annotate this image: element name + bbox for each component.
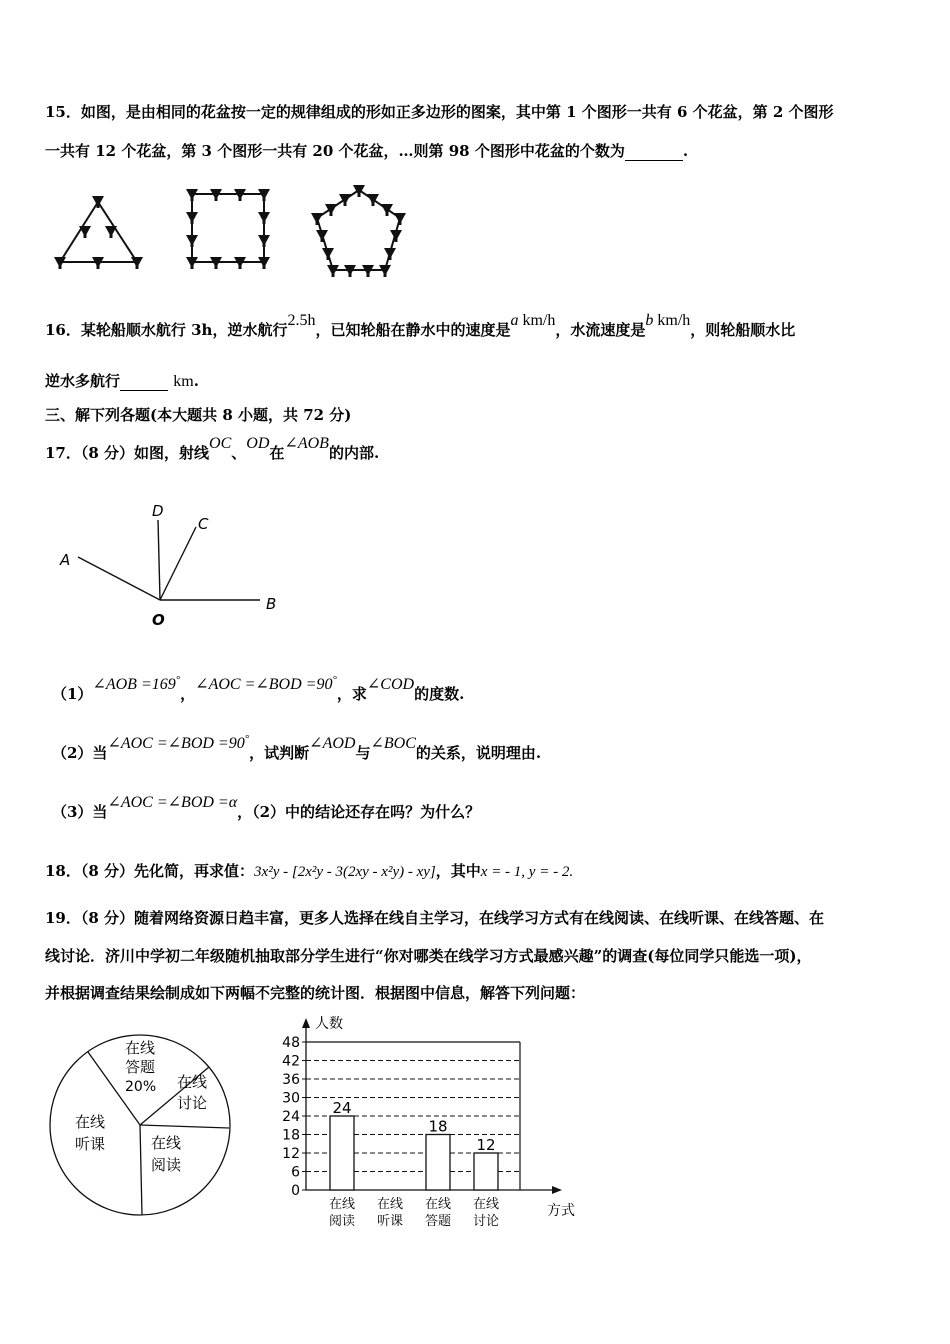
- q17-math-aob: ∠AOB: [284, 435, 329, 452]
- q16-math-speed-a: [510, 312, 555, 329]
- x-category-label-3-line1: 在线: [472, 1197, 500, 1212]
- q16-part4: ，则轮船顺水比: [690, 321, 796, 339]
- q17-sub2-math2: ∠AOD: [309, 735, 356, 752]
- q17-sub3: [52, 794, 481, 822]
- label-d: D: [152, 502, 164, 520]
- q17-math-oc: OC: [209, 435, 232, 452]
- bar-0: [330, 1116, 354, 1190]
- q17-sub2-and: 与: [355, 744, 371, 762]
- y-tick-label-30: 30: [282, 1090, 300, 1107]
- ray-oc: [160, 527, 196, 600]
- q16-line2-unit: km: [173, 373, 194, 390]
- q17-sub1-comma2: ，求: [336, 685, 367, 703]
- q17-line1: [45, 435, 380, 463]
- q16-line1: [45, 312, 796, 340]
- q16-var-a: a: [510, 312, 519, 329]
- q16-line2-text: 逆水多航行: [45, 372, 121, 390]
- q18-expression: 3x²y - [2x²y - 3(2xy - x²y) - xy]: [254, 864, 436, 880]
- q17-sub1-math2-text: ∠AOC =∠BOD =90: [195, 676, 333, 693]
- label-b: B: [266, 595, 277, 613]
- q19-line2: 线讨论．济川中学初二年级随机抽取部分学生进行“你对哪类在线学习方式最感兴趣”的调查(每位同学只能选一项)，: [45, 947, 812, 965]
- triangle-pots: [54, 196, 143, 269]
- bar-value-label-2: 18: [428, 1117, 448, 1136]
- q15-line2-text: 一共有 12 个花盆，第 3 个图形一共有 20 个花盆，…则第 98 个图形中花盆的个数为: [45, 142, 625, 160]
- q17-part3: 的内部.: [328, 444, 380, 462]
- label-c: C: [198, 515, 209, 533]
- q17-sub3-label: （3）当: [52, 803, 108, 821]
- angle-figure: [50, 495, 310, 645]
- pie-label-tingke-2: 听课: [75, 1135, 106, 1153]
- pentagon-pots: [311, 185, 406, 277]
- q17-sub1-deg2: °: [332, 674, 337, 686]
- q17-part1: 17．（8 分）如图，射线: [45, 444, 210, 462]
- q17-sub3-end: ，（2）中的结论还存在吗？为什么？: [237, 803, 481, 821]
- x-category-label-3-line2: 讨论: [472, 1214, 500, 1229]
- y-tick-label-42: 42: [282, 1053, 300, 1070]
- label-o: O: [152, 611, 165, 629]
- y-tick-label-0: 0: [291, 1183, 300, 1199]
- q16-var-b: b: [645, 312, 654, 329]
- square-pots: [186, 189, 270, 269]
- q17-sub2: [52, 733, 542, 763]
- q17-sub1-deg1: °: [175, 674, 181, 686]
- q17-sub1-math1: [92, 676, 180, 693]
- q17-math-od: OD: [246, 435, 270, 452]
- pie-label-taolun-1: 在线: [177, 1073, 208, 1091]
- y-axis-arrow: [302, 1018, 310, 1028]
- q17-sub2-comma1: ，试判断: [249, 744, 310, 762]
- ray-oa: [78, 557, 160, 600]
- bar-value-label-0: 24: [332, 1099, 352, 1117]
- q17-sub1: [52, 674, 465, 704]
- q17-sub2-end: 的关系，说明理由.: [415, 744, 542, 762]
- bar-chart-xlabel: 方式: [547, 1203, 575, 1219]
- q17-sep: 、: [231, 444, 247, 462]
- pie-label-tingke-1: 在线: [75, 1113, 106, 1131]
- q17-sub1-math2: [195, 676, 337, 693]
- ray-od: [158, 520, 160, 600]
- q17-sub1-comma1: ，: [180, 685, 196, 703]
- q16-unit-b: km/h: [657, 312, 691, 329]
- y-tick-label-36: 36: [282, 1072, 300, 1088]
- q18-condition: x = - 1, y = - 2.: [480, 864, 574, 880]
- section3-title: 三、解下列各题(本大题共 8 小题，共 72 分): [45, 406, 352, 424]
- bar-chart: [270, 1010, 590, 1240]
- q16-unit-a: km/h: [522, 312, 556, 329]
- q18-line: [45, 860, 573, 881]
- q16-part3: ，水流速度是: [555, 321, 646, 339]
- q15-answer-blank: [625, 142, 683, 161]
- pie-label-yuedu-1: 在线: [151, 1134, 182, 1152]
- q17-sub3-math1: ∠AOC =∠BOD =α: [107, 794, 238, 811]
- q17-sub1-end: 的度数.: [414, 685, 465, 703]
- bar-value-label-3: 12: [476, 1136, 496, 1154]
- q15-line2-end: .: [682, 142, 689, 160]
- x-category-label-2-line2: 答题: [424, 1214, 452, 1229]
- q17-sub2-math1-text: ∠AOC =∠BOD =90: [107, 735, 245, 752]
- q15-line1: 15．如图，是由相同的花盆按一定的规律组成的形如正多边形的图案，其中第 1 个图形一共有 6 个花盆，第 2 个图形: [45, 103, 834, 121]
- q17-sub2-label: （2）当: [52, 744, 108, 762]
- pie-label-dati-1: 在线: [125, 1039, 156, 1057]
- q17-sub2-math1: [107, 735, 249, 752]
- pie-label-dati-percent: 20%: [125, 1079, 157, 1095]
- y-tick-label-18: 18: [282, 1127, 300, 1144]
- bar-2: [426, 1135, 450, 1191]
- x-category-label-1-line2: 听课: [376, 1214, 404, 1229]
- q19-line3: 并根据调查结果绘制成如下两幅不完整的统计图．根据图中信息，解答下列问题：: [45, 984, 586, 1002]
- q18-part1: 18．（8 分）先化简，再求值：: [45, 862, 255, 880]
- q17-sub2-deg: °: [244, 733, 250, 745]
- x-category-label-1-line1: 在线: [376, 1197, 404, 1212]
- label-a: A: [60, 551, 71, 569]
- x-category-label-2-line1: 在线: [424, 1197, 452, 1212]
- y-tick-label-48: 48: [282, 1035, 300, 1051]
- pie-label-yuedu-2: 阅读: [151, 1156, 182, 1174]
- q18-part2: ，其中: [435, 862, 481, 880]
- q16-part2: ，已知轮船在静水中的速度是: [315, 321, 511, 339]
- bar-chart-ylabel: 人数: [315, 1016, 343, 1032]
- flowerpot-patterns-figure: [45, 180, 465, 290]
- x-category-label-0-line1: 在线: [328, 1197, 356, 1212]
- bar-3: [474, 1153, 498, 1190]
- q17-part2: 在: [269, 444, 285, 462]
- pie-chart: [45, 1030, 245, 1230]
- triangle-pattern: [60, 202, 137, 262]
- square-pattern: [192, 194, 264, 262]
- bar-layer: [282, 1018, 562, 1229]
- q16-line2-end: .: [193, 372, 199, 390]
- q17-sub1-math1-text: ∠AOB =169: [92, 676, 176, 693]
- q16-answer-blank: [120, 372, 168, 391]
- q16-math-speed-b: [645, 312, 690, 329]
- y-tick-label-24: 24: [282, 1109, 300, 1125]
- pie-label-dati-2: 答题: [125, 1058, 156, 1076]
- q16-math-time: 2.5h: [287, 312, 316, 329]
- q17-sub1-label: （1）: [52, 685, 93, 703]
- pie-label-taolun-2: 讨论: [177, 1094, 208, 1112]
- q15-line2: [45, 140, 688, 161]
- y-tick-label-6: 6: [291, 1164, 300, 1181]
- y-tick-label-12: 12: [282, 1146, 300, 1162]
- q17-sub2-math3: ∠BOC: [370, 735, 416, 752]
- q19-line1: 19．（8 分）随着网络资源日趋丰富，更多人选择在线自主学习，在线学习方式有在线阅读、在线听课、在线答题、在: [45, 909, 825, 927]
- q16-line2: [45, 370, 199, 391]
- q17-sub1-math3: ∠COD: [366, 676, 415, 693]
- q16-part1: 16．某轮船顺水航行 3h，逆水航行: [45, 321, 288, 339]
- x-category-label-0-line2: 阅读: [328, 1214, 356, 1229]
- x-axis-arrow: [552, 1186, 562, 1194]
